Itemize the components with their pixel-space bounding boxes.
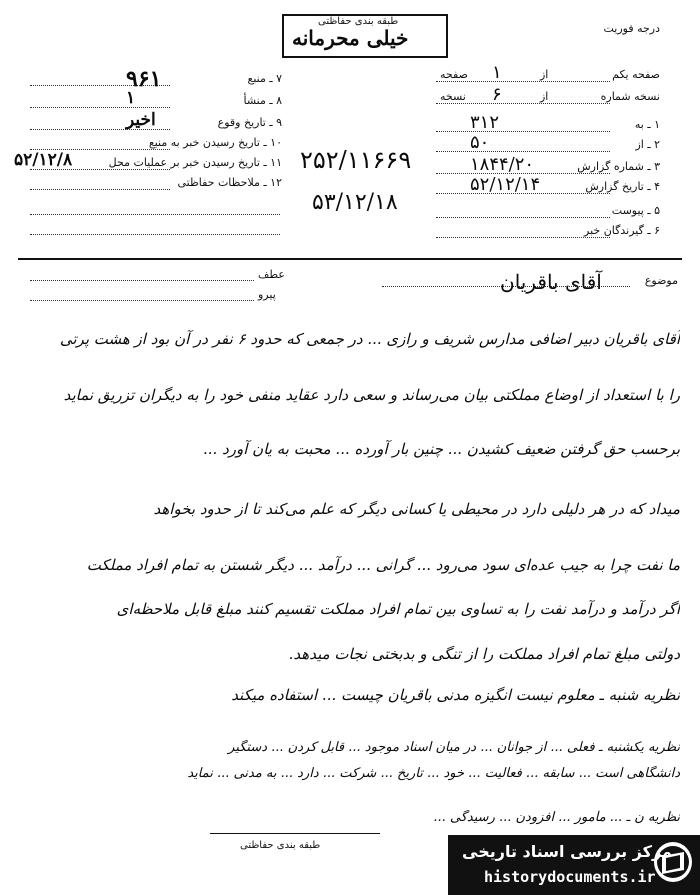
archive-center-name: مرکز بررسی اسناد تاریخی [462, 842, 672, 861]
classification-value: خیلی محرمانه [292, 26, 409, 50]
body-line-11: نظریه ن ـ ... مأمور ... افزودن ... رسیدگی ... [433, 810, 680, 825]
subject-value: آقای باقریان [500, 270, 602, 294]
left-field-value-11: ۵۲/۱۲/۸ [14, 150, 73, 170]
body-line-10: دانشگاهی است ... سابقه ... فعالیت ... خود ... تاریخ ... شرکت ... دارد ... به مدنی ... نماید [187, 766, 680, 781]
classification-label: طبقه بندی حفاظتی [318, 16, 399, 27]
right-field-value-5: ۱۸۴۴/۲۰ [470, 154, 535, 175]
right-field-suffix-2: نسخه [440, 90, 466, 103]
right-field-label-5: ۳ ـ شماره گزارش [577, 160, 660, 173]
body-line-3: برحسب حق گرفتن ضعیف کشیدن ... چنین بار آورده ... محبت به یان آورد ... [203, 440, 680, 458]
archive-center-url: historydocuments.ir [484, 868, 656, 886]
ref-label-1: عطف [258, 268, 285, 281]
left-field-line-8 [30, 107, 170, 108]
left-field-label-10: ۱۰ ـ تاریخ رسیدن خبر به منبع [148, 136, 282, 149]
subject-label: موضوع [644, 274, 678, 287]
footer-classification-label: طبقه بندی حفاظتی [240, 840, 321, 851]
right-field-suffix-1: صفحه [440, 68, 468, 81]
left-field-label-7: ۷ ـ منبع [247, 72, 282, 85]
body-line-9: نظریه یکشنبه ـ فعلی ... از جوانان ... در میان اسناد موجود ... قابل کردن ... دستگیر [228, 740, 680, 755]
body-line-5: ما نفت چرا به جیب عده‌ای سود می‌رود ... گرانی ... درآمد ... دیگر شستن به تمام افراد مملکت [86, 556, 680, 574]
header-divider [18, 258, 682, 260]
right-field-value-6: ۵۲/۱۲/۱۴ [470, 174, 541, 195]
left-field-line-12 [30, 189, 170, 190]
right-field-label-1: صفحه یکم [612, 68, 660, 81]
right-field-line-2 [436, 103, 610, 104]
left-field-value-8: ۱ [126, 88, 136, 108]
right-field-label-2: نسخه شماره [600, 90, 660, 103]
body-line-6: اگر درآمد و درآمد نفت را به تساوی بین تمام افراد مملکت تقسیم کنند مبلغ قابل ملاحظه‌ای [116, 600, 680, 618]
right-field-line-4 [436, 151, 610, 152]
left-field-label-8: ۸ ـ منشأ [243, 94, 282, 107]
right-field-label-4: ۲ ـ از [635, 138, 660, 151]
left-field-label-12: ۱۲ ـ ملاحظات حفاظتی [177, 176, 282, 189]
body-line-4: میداد که در هر دلیلی دارد در محیطی یا کسانی دیگر که علم می‌کند تا از حدود بخواهد [153, 500, 680, 518]
right-field-line-7 [436, 217, 610, 218]
priority-label: درجه فوریت [603, 22, 660, 35]
right-field-label-6: ۴ ـ تاریخ گزارش [585, 180, 660, 193]
left-field-label-9: ۹ ـ تاریخ وقوع [217, 116, 282, 129]
footer-stamp-line [210, 833, 380, 834]
right-field-line-3 [436, 131, 610, 132]
right-field-line-1 [436, 81, 610, 82]
right-field-mid-1: از [540, 68, 549, 81]
left-field-value-7: ۹۶۱ [126, 66, 162, 92]
left-field-extra-line [30, 214, 280, 215]
left-field-value-9: اخیر [126, 110, 156, 130]
center-note-2: ۵۳/۱۲/۱۸ [312, 190, 398, 215]
body-line-8: نظریه شنبه ـ معلوم نیست انگیزه مدنی باقریان چیست ... استفاده میکند [231, 686, 680, 704]
body-line-7: دولتی مبلغ تمام افراد مملکت را از تنگی و بدبختی نجات میدهد. [288, 645, 680, 663]
right-field-label-7: ۵ ـ پیوست [611, 204, 660, 217]
right-field-value-4: ۵۰ [470, 132, 490, 153]
left-field-label-11: ۱۱ ـ تاریخ رسیدن خبر بر عملیات محل [108, 156, 282, 169]
right-field-value-2: ۶ [492, 84, 502, 105]
right-field-mid-2: از [540, 90, 549, 103]
right-field-label-8: ۶ ـ گیرندگان خبر [584, 224, 660, 237]
ref-label-2: پیرو [258, 288, 276, 301]
right-field-value-3: ۳۱۲ [470, 112, 500, 133]
right-field-label-3: ۱ ـ به [634, 118, 660, 131]
right-field-line-8 [436, 237, 610, 238]
ref-dotted-line-2 [30, 300, 254, 301]
center-note-1: ۲۵۲/۱۱۶۶۹ [300, 146, 412, 174]
body-line-2: را با استعداد از اوضاع مملکتی بیان می‌رساند و سعی دارد عقاید منفی خود را به دیگران تزریق نماید [63, 386, 680, 404]
ref-dotted-line-1 [30, 280, 254, 281]
right-field-value-1: ۱ [492, 62, 502, 83]
body-line-1: آقای باقریان دبیر اضافی مدارس شریف و رازی ... در جمعی که حدود ۶ نفر در آن بود از هشت پرتی [59, 330, 680, 348]
left-field-extra-line-2 [30, 234, 280, 235]
